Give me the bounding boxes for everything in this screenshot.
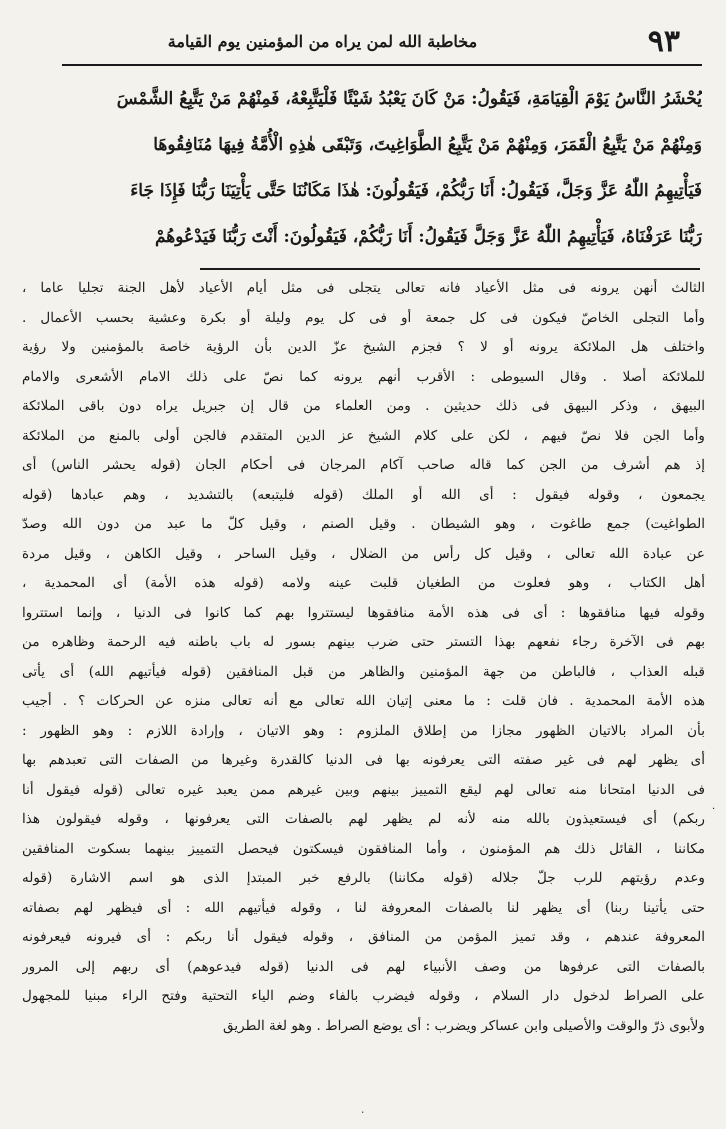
commentary-line: البيهق ، وذكر البيهق فى ذلك حديثين . ومن العلماء من قال إن جبريل يراه دون باقى الملائكة xyxy=(22,398,705,414)
commentary-line: وأما الجن فلا نصّ فيهم ، لكن على كلام الشيخ عز الدين المتقدم فالجن أولى بالمنع من الملائكة xyxy=(22,427,705,444)
commentary-text xyxy=(22,274,705,1041)
commentary-line: فى الدنيا امتحانا منه تعالى لهم ليقع التمييز بينهم وبين غيرهم ممن يعبد غيره تعالى (قوله فيقول أنا xyxy=(22,781,705,798)
margin-mark: · xyxy=(712,804,716,815)
page-header xyxy=(60,22,680,62)
commentary-line: ولأبوى ذرّ والوقت والأصيلى وابن عساكر ويضرب : أى يوضع الصراط . وهو لغة الطريق xyxy=(223,1017,705,1034)
commentary-line: وأما التجلى الخاصّ فيكون فى كل جمعة أو فى كل يوم وليلة أو بكرة وعشية بحسب الأعمال . xyxy=(22,309,705,326)
commentary-line: بأن المراد بالاتيان الظهور مجازا من إطلاق الملزوم : وهو الاتيان ، وإرادة اللازم : وهو الظهور : xyxy=(22,722,705,739)
commentary-line: هذه الأمة المحمدية . فان قلت : ما معنى إتيان الله تعالى مع أنه تعالى منزه عن الحركات ؟ . أجيب xyxy=(22,693,705,709)
commentary-line: يجمعون ، وقوله فيقول : أى الله أو الملك (قوله فليتبعه) بالتشديد ، وهم عبادها (قوله xyxy=(22,486,705,503)
hadith-line: وَمِنْهُمْ مَنْ يَتَّبِعُ الْقَمَرَ، وَمِنْهُمْ مَنْ يَتَّبِعُ الطَّوَاغِيتَ، وَتَبْقَى هٰذِهِ الْأُمَّةُ فِيهَا مُنَافِقُوهَا xyxy=(153,135,702,155)
hadith-line: رَبُّنَا عَرَفْنَاهُ، فَيَأْتِيهِمُ اللّٰهُ عَزَّ وَجَلَّ فَيَقُولُ: أَنَا رَبُّكُمْ، فَيَقُولُونَ: أَنْتَ رَبُّنَا فَيَدْعُوهُمْ xyxy=(154,227,702,247)
running-title: مخاطبة الله لمن يراه من المؤمنين يوم القيامة xyxy=(167,32,478,51)
commentary-line: بالصفات التى عرفوها من وصف الأنبياء لهم فى الدنيا (قوله فيدعوهم) أى ربهم إلى المرور xyxy=(22,958,705,975)
commentary-line: على الصراط لدخول دار السلام ، وقوله فيضرب بالفاء وضم الياء التحتية وفتح الراء مبنيا للمجهول xyxy=(22,988,705,1004)
commentary-line: الثالث أنهن يرونه فى مثل الأعياد فانه تعالى يتجلى فى مثل أيام الأعياد لأهل الجنة تجليا عاما ، xyxy=(22,280,705,296)
commentary-line: الطواغيت) جمع طاغوت ، وهو الشيطان . وقيل الصنم ، وقيل كلّ ما عبد من دون الله وصدّ xyxy=(22,516,705,532)
commentary-line: إذ هم أشرف من الجن كما قاله صاحب آكام المرجان فى أحكام الجان (قوله يحشر الناس) أى xyxy=(22,457,705,473)
commentary-line: للملائكة أصلا . وقال السيوطى : الأقرب أنهم يرونه كما نصّ على ذلك الامام الأشعرى والامام xyxy=(22,368,705,385)
commentary-line: وعدم رؤيتهم للرب جلّ جلاله (قوله مكاننا) بالرفع خبر المبتدإ الذى هو اسم الاشارة (قوله xyxy=(22,870,705,886)
commentary-line: المعروفة عندهم ، وقد تميز المؤمن من المنافق ، وقوله فيقول أنا ربكم : أى فيرونه فيعرفونه xyxy=(22,929,705,945)
hadith-text xyxy=(62,76,702,260)
commentary-line: أى يظهر لهم فى غير صفته التى يعرفونه بها فى الدنيا كالقدرة وغيرها من الصفات التى تعبدهم بها xyxy=(22,752,705,768)
commentary-line: مكاننا ، القائل ذلك هم المؤمنون ، وأما المنافقون فيسكتون فيحصل التمييز بينهما بسكوت المنافقين xyxy=(22,840,705,857)
commentary-line: أهل الكتاب ، وهو فعلوت من الطغيان قلبت عينه ولامه (قوله هذه الأمة) أى المحمدية ، xyxy=(22,575,705,591)
commentary-line: واختلف هل الملائكة يرونه أو لا ؟ فجزم الشيخ عزّ الدين بأن الرؤية خاصة بالمؤمنين ولا رؤية xyxy=(22,339,705,355)
header-rule xyxy=(62,64,702,66)
page-number: ٩٣ xyxy=(647,24,680,59)
commentary-line: بهم فى الآخرة رجاء نفعهم بهذا التستر حتى ضرب بينهم بسور له باب باطنه فيه الرحمة وظاهره من xyxy=(22,634,705,650)
commentary-line: وقوله فيها منافقوها : أى فى هذه الأمة منافقوها ليستتروا بهم كما كانوا فى الدنيا ، وإنما استتروا xyxy=(22,604,705,621)
hadith-line: يُحْشَرُ النَّاسُ يَوْمَ الْقِيَامَةِ، فَيَقُولُ: مَنْ كَانَ يَعْبُدُ شَيْئًا فَلْيَتَّبِعْهُ، فَمِنْهُمْ مَنْ يَتَّبِعُ الشَّمْسَ xyxy=(116,89,702,109)
commentary-line: حتى يأتينا ربنا) أى يظهر لنا بالصفات المعروفة لنا ، وقوله فيأتيهم الله : أى فيظهر لهم بصفاته xyxy=(22,899,705,916)
commentary-line: قبله العذاب ، فالباطن من جهة المؤمنين والظاهر من قبل المنافقين (قوله فيأتيهم الله) أى يأتى xyxy=(22,663,705,680)
commentary-line: ربكم) أى فيستعيذون بالله منه لأنه لم يظهر لهم بالصفات التى يعرفونها ، وقوله فيقولون هذا xyxy=(22,811,705,827)
commentary-line: عن عبادة الله تعالى ، وقيل كل رأس من الضلال ، وقيل الساحر ، وقيل الكاهن ، وقيل مردة xyxy=(22,545,705,562)
hadith-line: فَيَأْتِيهِمُ اللّٰهُ عَزَّ وَجَلَّ، فَيَقُولُ: أَنَا رَبُّكُمْ، فَيَقُولُونَ: هٰذَا مَكَانُنَا حَتَّى يَأْتِيَنَا رَبُّنَا فَإِذَا جَاءَ xyxy=(130,181,702,201)
section-divider xyxy=(200,268,700,270)
footer-mark: ٠ xyxy=(360,1107,366,1118)
